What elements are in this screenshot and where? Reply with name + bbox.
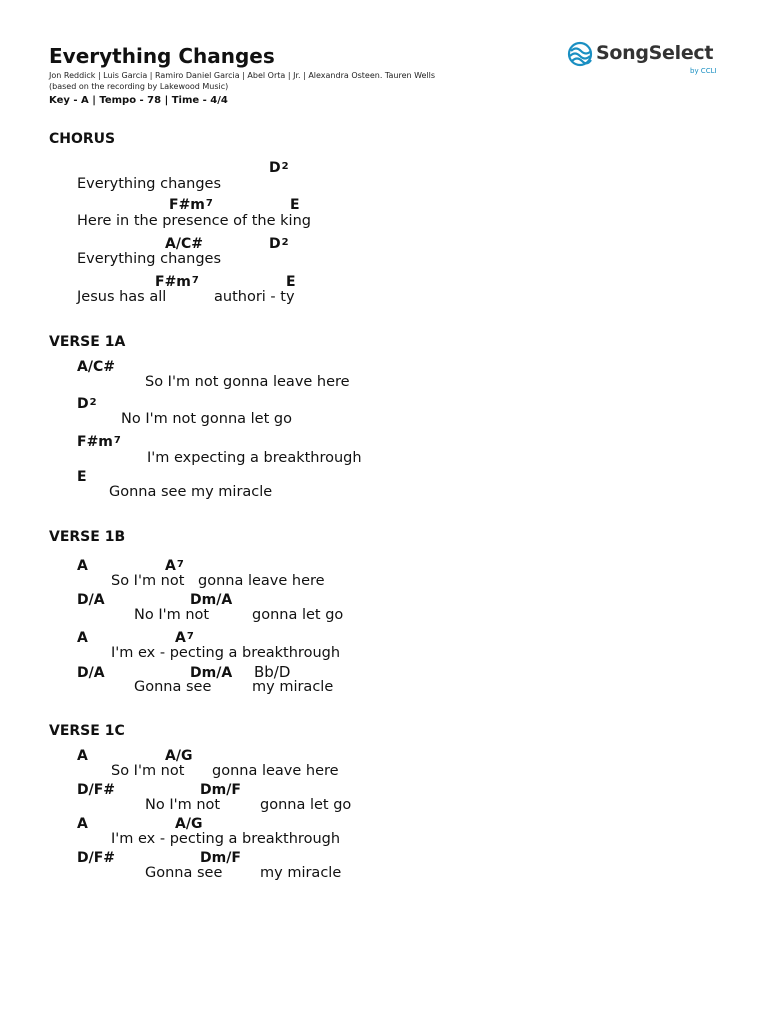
section-heading-verse-1b: VERSE 1B	[49, 529, 126, 545]
lyric-line: Gonna see	[145, 865, 223, 881]
song-meta: Key - A | Tempo - 78 | Time - 4/4	[49, 95, 228, 106]
chord: A/G	[165, 748, 193, 764]
chord: $F\#m^7$	[77, 434, 121, 450]
lyric-line: Everything changes	[77, 251, 222, 267]
chord: E	[77, 469, 87, 485]
lyric-line: I'm ex - pecting a breakthrough	[111, 831, 341, 847]
chord: D/F#	[77, 850, 116, 866]
lyric-line: So I'm not	[111, 763, 185, 779]
chord: Dm/F	[200, 782, 241, 798]
lyric-line: I'm expecting a breakthrough	[147, 450, 362, 466]
chord: $A^7$	[175, 630, 194, 646]
chord: $A^7$	[165, 558, 184, 574]
lyric-line: authori - ty	[214, 289, 295, 305]
chord: A	[77, 748, 88, 764]
lyric-line: gonna let go	[260, 797, 352, 813]
chord: D/A	[77, 665, 105, 681]
chord: A	[77, 630, 88, 646]
chord: $F\#m^7$	[169, 197, 213, 213]
lyric-line: my miracle	[252, 679, 334, 695]
chord: $D^2$	[269, 236, 289, 252]
lyric-line: Gonna see	[134, 679, 212, 695]
chord: E	[290, 197, 300, 213]
lyric-line: No I'm not	[145, 797, 221, 813]
songselect-logo-icon	[567, 40, 593, 72]
chord: Bb/D	[254, 663, 291, 681]
chord: D/A	[77, 592, 105, 608]
chord: $F\#m^7$	[155, 274, 199, 290]
chord: Dm/A	[190, 592, 233, 608]
lyric-line: I'm ex - pecting a breakthrough	[111, 645, 341, 661]
lyric-line: Here in the presence of the king	[77, 213, 311, 229]
lyric-line: gonna leave here	[212, 763, 339, 779]
recording-note: (based on the recording by Lakewood Music)	[49, 82, 229, 91]
chord: Dm/F	[200, 850, 241, 866]
lyric-line: Gonna see my miracle	[109, 484, 273, 500]
chord: E	[286, 274, 296, 290]
lyric-line: So I'm not gonna leave here	[145, 374, 350, 390]
lyric-line: gonna let go	[252, 607, 344, 623]
chord: Dm/A	[190, 665, 233, 681]
chord: A/C#	[77, 359, 115, 375]
chord: A/G	[175, 816, 203, 832]
section-heading-verse-1c: VERSE 1C	[49, 723, 125, 739]
lyric-line: Jesus has all	[77, 289, 167, 305]
lyric-line: So I'm not	[111, 573, 185, 589]
song-credits: Jon Reddick | Luis Garcia | Ramiro Daniel Garcia | Abel Orta | Jr. | Alexandra Osteen. Tauren Wells	[49, 71, 436, 80]
chord: A	[77, 816, 88, 832]
logo-wordmark: SongSelect	[596, 42, 714, 64]
chord: A/C#	[165, 236, 203, 252]
chord: $D^2$	[77, 396, 97, 412]
lyric-line: No I'm not gonna let go	[121, 411, 292, 427]
lyric-line: Everything changes	[77, 176, 222, 192]
lyric-line: gonna leave here	[198, 573, 325, 589]
section-heading-verse-1a: VERSE 1A	[49, 334, 126, 350]
song-title: Everything Changes	[49, 44, 275, 68]
lyric-line: my miracle	[260, 865, 342, 881]
section-heading-chorus: CHORUS	[49, 131, 116, 147]
logo-byline: by CCLI	[690, 67, 717, 75]
chord: A	[77, 558, 88, 574]
chord: $D^2$	[269, 160, 289, 176]
chord: D/F#	[77, 782, 116, 798]
lyric-line: No I'm not	[134, 607, 210, 623]
